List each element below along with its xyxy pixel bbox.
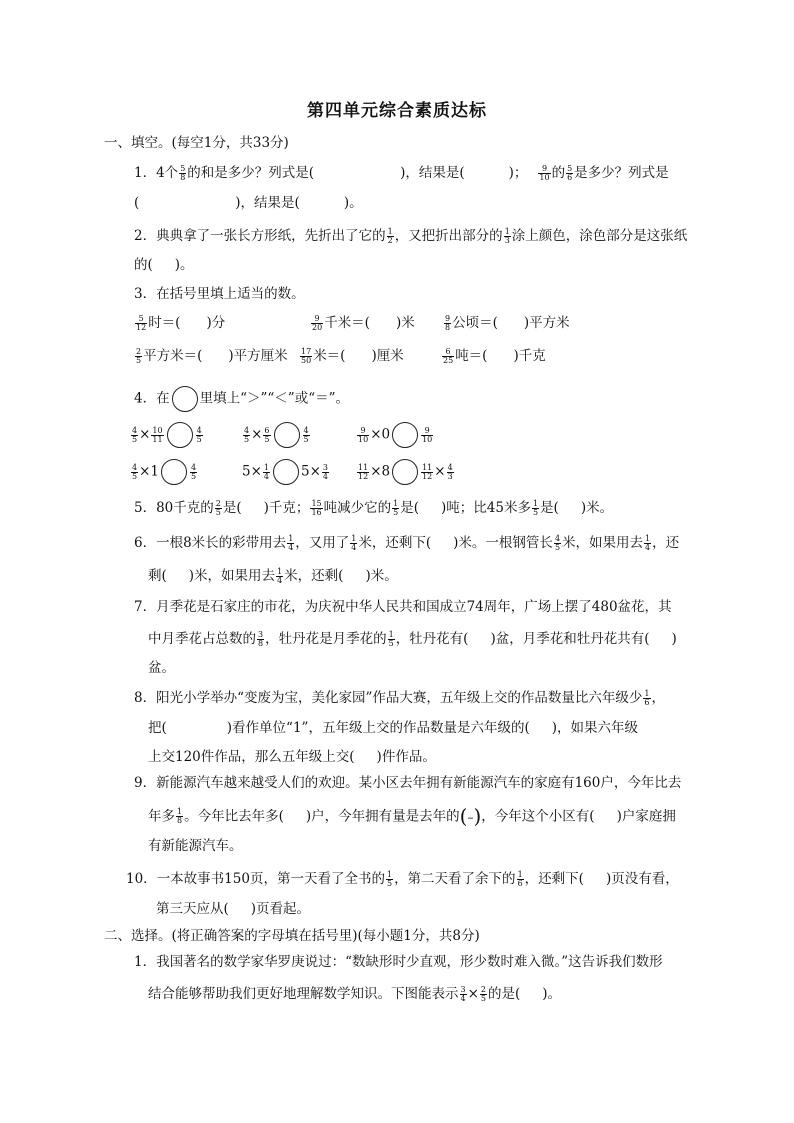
- s2-q1-line1: 1．我国著名的数学家华罗庚说过：“数缺形时少直观，形少数时难入微。”这告诉我们数形: [134, 954, 663, 970]
- q1-line1: 1．4个 $\frac{5}{8}$ 的和是多少？列式是( )，结果是( )； $\frac{9}{10}$ 的 $\frac{5}{6}$ 是多少？列式是: [134, 164, 669, 182]
- q10-line1: 10．一本故事书150页，第一天看了全书的 $\frac{1}{5}$ ，第二天看了余下的 $\frac{1}{6}$ ，还剩下( )页没有看，: [126, 870, 679, 888]
- compare-circle[interactable]: [392, 459, 418, 485]
- compare-circle[interactable]: [167, 422, 193, 448]
- q5-line1: 5．80千克的 $\frac{2}{5}$ 是( )千克； $\frac{15}{16}$ 吨减少它的 $\frac{1}{5}$ 是( )吨；比45米多 $\frac{1}{5}$ 是( )米。: [134, 499, 614, 517]
- q9-line1: 9．新能源汽车越来越受人们的欢迎。某小区去年拥有新能源汽车的家庭有160户，今年比去: [134, 775, 682, 791]
- section1-heading: 一、填空。(每空1分，共33分): [104, 135, 289, 151]
- compare-circle[interactable]: [274, 422, 300, 448]
- q3-row1-item2: $\frac{9}{20}$ 千米＝( )米: [312, 314, 415, 332]
- q10-line2: 第三天应从( )页看起。: [156, 901, 311, 917]
- q8-line3: 上交120件作品，那么五年级上交( )件作品。: [148, 749, 436, 765]
- q3-row2-item1: $\frac{2}{5}$ 平方米＝( )平方厘米: [136, 347, 288, 365]
- q4-expr-5: 5× $\frac{1}{4}$ 5× $\frac{3}{4}$: [242, 459, 330, 485]
- q7-line1: 7．月季花是石家庄的市花，为庆祝中华人民共和国成立74周年，广场上摆了480盆花，其: [134, 599, 672, 615]
- q8-line1: 8．阳光小学举办“变废为宝，美化家园”作品大赛，五年级上交的作品数量比六年级少 $\frac{1}{6}$ ，: [134, 689, 665, 707]
- compare-circle[interactable]: [273, 459, 299, 485]
- q8-line2: 把( )看作单位“1”，五年级上交的作品数量是六年级的( )，如果六年级: [148, 720, 638, 736]
- q7-line3: 盆。: [148, 660, 175, 676]
- q3-row1-item1: $\frac{5}{12}$ 时＝( )分: [136, 314, 226, 332]
- fraction: $\frac{1}{3}$: [504, 227, 510, 245]
- q3-row1-item3: $\frac{9}{8}$ 公顷＝( )平方米: [445, 314, 570, 332]
- q4-expr-6: $\frac{11}{12}$ ×8 $\frac{11}{12}$ × $\frac{4}{3}$: [356, 459, 455, 485]
- q4-expr-1: $\frac{4}{5}$ × $\frac{10}{11}$ $\frac{4}{5}$: [130, 422, 204, 448]
- compare-circle[interactable]: [392, 422, 418, 448]
- compare-circle[interactable]: [161, 459, 187, 485]
- q2-line2: 的( )。: [134, 257, 194, 273]
- q7-line2: 中月季花占总数的 $\frac{3}{8}$ ，牡丹花是月季花的 $\frac{1}{5}$ ，牡丹花有( )盆，月季花和牡丹花共有( ): [148, 630, 677, 648]
- q4-expr-3: $\frac{9}{10}$ ×0 $\frac{9}{10}$: [356, 422, 434, 448]
- q3-line1: 3．在括号里填上适当的数。: [134, 286, 305, 302]
- q2-line1: 2．典典拿了一张长方形纸，先折出了它的 $\frac{1}{2}$ ，又把折出部分的 $\frac{1}{3}$ 涂上颜色，涂色部分是这张纸: [134, 227, 688, 245]
- page-title: 第四单元综合素质达标: [307, 101, 487, 121]
- fraction: $\frac{5}{8}$: [180, 164, 186, 182]
- q6-line1: 6．一根8米长的彩带用去 $\frac{1}{4}$ ，又用了 $\frac{1}{4}$ 米，还剩下( )米。一根钢管长 $\frac{4}{5}$ 米，如果用去 $\frac{1}{4}$ ，还: [134, 534, 680, 552]
- fraction: $\frac{5}{6}$: [567, 164, 573, 182]
- s2-q1-line2: 结合能够帮助我们更好地理解数学知识。下图能表示 $\frac{3}{4}$ × $\frac{2}{5}$ 的是( )。: [148, 985, 562, 1003]
- section2-heading: 二、选择。(将正确答案的字母填在括号里)(每小题1分，共8分): [104, 928, 480, 944]
- fraction: $\frac{1}{2}$: [387, 227, 393, 245]
- compare-circle[interactable]: [172, 386, 198, 412]
- fraction: $\frac{9}{10}$: [539, 164, 550, 182]
- q6-line2: 剩( )米，如果用去 $\frac{1}{4}$ 米，还剩( )米。: [148, 567, 398, 585]
- q4-expr-2: $\frac{4}{5}$ × $\frac{6}{5}$ $\frac{4}{5}$: [242, 422, 311, 448]
- q9-line3: 有新能源汽车。: [148, 838, 243, 854]
- q4-expr-4: $\frac{4}{5}$ ×1 $\frac{4}{5}$: [130, 459, 198, 485]
- q3-row2-item3: $\frac{6}{25}$ 吨＝( )千克: [443, 347, 546, 365]
- q4-line1: 4．在 里填上“＞”“＜”或“＝”。: [134, 386, 349, 412]
- q1-line2: ( )，结果是( )。: [134, 195, 363, 211]
- blank-fraction[interactable]: (–): [459, 804, 482, 828]
- q3-row2-item2: $\frac{17}{50}$ 米＝( )厘米: [301, 347, 404, 365]
- q9-line2: 年多 $\frac{1}{8}$ 。今年比去年多( )户，今年拥有量是去年的(–)，今年这个小区有( )户家庭拥: [148, 804, 676, 828]
